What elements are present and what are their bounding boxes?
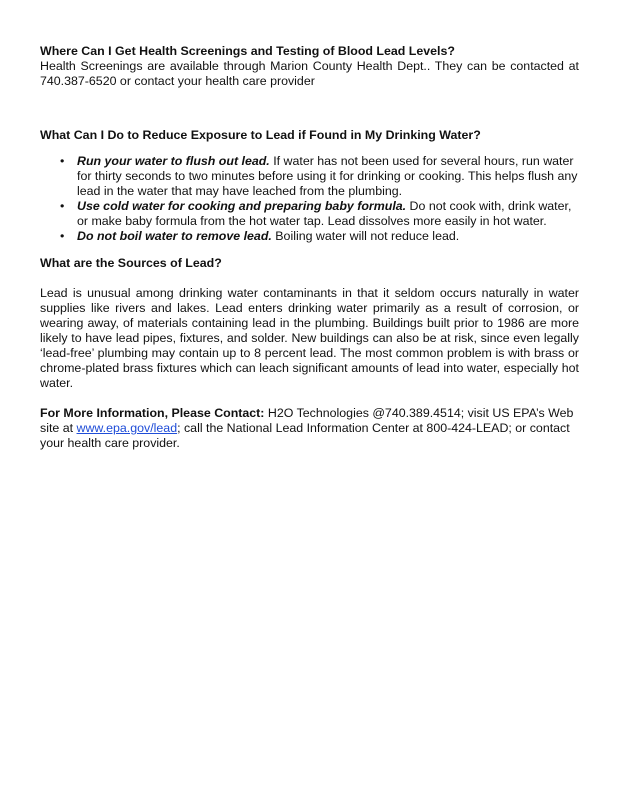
more-info-text-after: ; call the National Lead Information Center at 800-424-LEAD; or contact your health care provider. [40,421,570,450]
section-health-screenings [40,44,579,89]
bullet-text: Boiling water will not reduce lead. [271,229,460,243]
heading-sources-of-lead: What are the Sources of Lead? [40,256,222,270]
heading-health-screenings: Where Can I Get Health Screenings and Testing of Blood Lead Levels? [40,44,455,58]
bullet-icon: • [60,154,65,168]
bullet-icon: • [60,229,65,243]
section-more-information [40,406,579,451]
paragraph-health-screenings: Health Screenings are available through Marion County Health Dept.. They can be contacted at 740.387-6520 or contact your health care provider [40,59,579,88]
bullet-lead: Use cold water for cooking and preparing baby formula. [77,199,407,213]
document-page [40,44,579,451]
bullet-text: Do not cook with, drink water, or make baby formula from the hot water tap. Lead dissolves more easily in hot water. [77,199,572,228]
paragraph-more-information [40,406,579,451]
bullet-text: If water has not been used for several hours, run water for thirty seconds to two minutes before using it for drinking or cooking. This helps flush any lead in the water that may have leached from the plumbing. [77,154,578,198]
list-item [40,154,579,199]
bullet-icon: • [60,199,65,213]
list-item [40,229,579,244]
section-reduce-exposure [40,128,579,244]
bullet-lead: Run your water to flush out lead. [77,154,270,168]
bullet-lead: Do not boil water to remove lead. [77,229,272,243]
epa-lead-link[interactable]: www.epa.gov/lead [76,421,178,435]
paragraph-sources-of-lead: Lead is unusual among drinking water contaminants in that it seldom occurs naturally in water supplies like rivers and lakes. Lead enters drinking water primarily as a result of corrosion, or wearing away, of materials containing lead in the plumbing. Buildings built prior to 1986 are more likely to have lead pipes, fixtures, and solder. New buildings can also be at risk, since even legally ‘lead-free’ plumbing may contain up to 8 percent lead. The most common problem is with brass or chrome-plated brass fixtures which can leach significant amounts of lead into water, especially hot water. [40,286,579,390]
section-sources-of-lead [40,256,579,391]
bullet-list-reduce-exposure [40,154,579,244]
heading-reduce-exposure: What Can I Do to Reduce Exposure to Lead if Found in My Drinking Water? [40,128,481,142]
list-item [40,199,579,229]
more-info-text-before: H2O Technologies @740.389.4514; visit US EPA’s Web site at [40,406,574,435]
more-info-label: For More Information, Please Contact: [40,406,265,420]
